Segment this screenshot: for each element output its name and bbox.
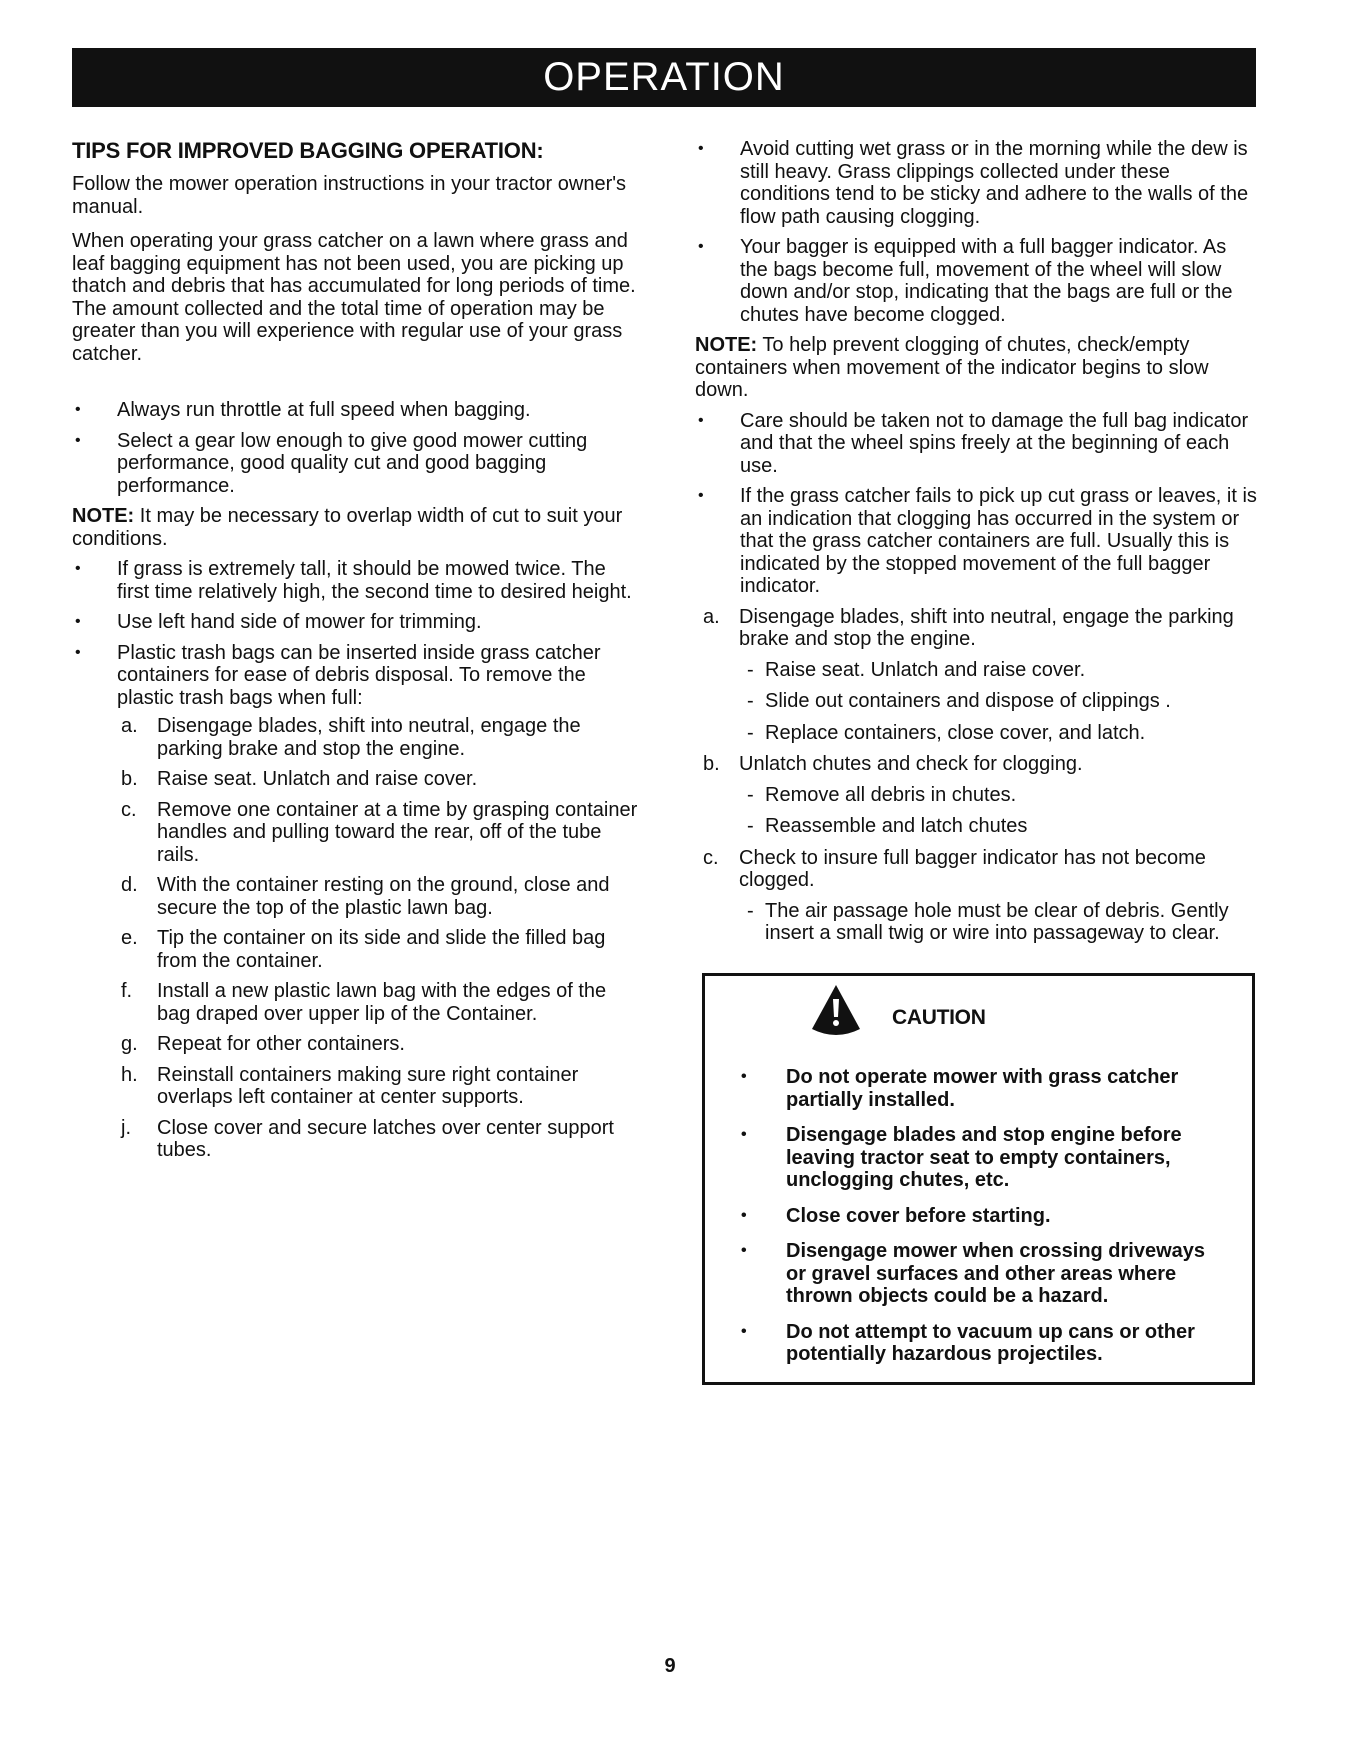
caution-item: • Disengage blades and stop engine before leaving tractor seat to empty containers, unclogging chutes, etc.	[733, 1124, 1213, 1192]
caution-item: • Do not attempt to vacuum up cans or other potentially hazardous projectiles.	[733, 1321, 1213, 1366]
step-text: Disengage blades, shift into neutral, engage the parking brake and stop the engine.	[157, 715, 581, 760]
step-text: Reinstall containers making sure right container overlaps left container at center supports.	[157, 1063, 579, 1108]
step-text: Install a new plastic lawn bag with the edges of the bag draped over upper lip of the Container.	[157, 980, 607, 1025]
intro-paragraph: When operating your grass catcher on a lawn where grass and leaf bagging equipment has not been used, you are picking up thatch and debris that has accumulated for long periods of time. The amount collected and the total time of operation may be greater than you will experience with regular use of your grass catcher.	[72, 230, 636, 365]
caution-item: • Do not operate mower with grass catcher partially installed.	[733, 1066, 1213, 1111]
bullet-item: • Avoid cutting wet grass or in the morning while the dew is still heavy. Grass clippings collected under these conditions tend to be sticky and adhere to the walls of the flow path causing clogging.	[695, 138, 1258, 228]
caution-title: CAUTION	[892, 1006, 986, 1029]
section-banner	[72, 48, 1256, 107]
step-text: Unlatch chutes and check for clogging.	[739, 753, 1083, 775]
step-letter: j.	[121, 1116, 131, 1139]
step-item	[117, 927, 638, 972]
step-letter: b.	[121, 768, 138, 790]
spacer	[72, 377, 638, 399]
step-item	[117, 1064, 638, 1109]
step-text: Check to insure full bagger indicator has not become clogged.	[739, 846, 1206, 891]
note-text: To help prevent clogging of chutes, check/empty containers when movement of the indicator begins to slow down.	[695, 334, 1209, 401]
step-text: Remove one container at a time by grasping container handles and pulling toward the rear, off of the tube rails.	[157, 798, 638, 866]
step-text: With the container resting on the ground, close and secure the top of the plastic lawn bag.	[157, 874, 610, 919]
step-item	[117, 980, 638, 1025]
caution-item: • Disengage mower when crossing driveways or gravel surfaces and other areas where thrown objects could be a hazard.	[733, 1240, 1213, 1308]
warning-icon	[810, 983, 862, 1038]
caution-box	[702, 973, 1255, 1385]
step-item	[699, 753, 1258, 838]
step-letter: c.	[121, 798, 137, 821]
step-letter: b.	[703, 753, 720, 775]
note-label: NOTE:	[72, 505, 135, 527]
step-letter: a.	[121, 715, 138, 737]
section-heading: TIPS FOR IMPROVED BAGGING OPERATION:	[72, 138, 544, 163]
bullet-item: • Select a gear low enough to give good mower cutting performance, good quality cut and good bagging performance.	[72, 430, 638, 498]
step-letter: c.	[703, 846, 719, 869]
bullet-item: • If grass is extremely tall, it should be mowed twice. The first time relatively high, the second time to desired height.	[72, 558, 638, 603]
step-item	[699, 847, 1258, 945]
step-letter: f.	[121, 980, 133, 1002]
step-letter: h.	[121, 1063, 138, 1086]
step-text: Close cover and secure latches over center support tubes.	[157, 1116, 614, 1161]
bullet-item	[695, 485, 1258, 598]
dash-item: - Remove all debris in chutes.	[739, 784, 1258, 807]
step-letter: g.	[121, 1033, 138, 1055]
bullet-item	[72, 642, 638, 1162]
step-item	[699, 606, 1258, 745]
step-text: Disengage blades, shift into neutral, engage the parking brake and stop the engine.	[739, 605, 1234, 650]
bullet-item: • Always run throttle at full speed when bagging.	[72, 399, 638, 422]
note	[695, 334, 1258, 402]
bullet-text: Plastic trash bags can be inserted inside grass catcher containers for ease of debris disposal. To remove the plastic trash bags when full:	[117, 641, 601, 709]
step-text: Raise seat. Unlatch and raise cover.	[157, 768, 478, 790]
step-letter: a.	[703, 605, 720, 628]
caution-item: • Close cover before starting.	[733, 1205, 1213, 1228]
left-column	[72, 138, 638, 1170]
caution-list	[733, 1066, 1213, 1379]
page-title: OPERATION	[543, 55, 785, 99]
dash-list	[739, 900, 1258, 945]
bullet-item: • Use left hand side of mower for trimming.	[72, 611, 638, 634]
step-item	[117, 768, 638, 791]
step-item	[117, 1033, 638, 1056]
step-letter: e.	[121, 927, 138, 949]
step-item	[117, 799, 638, 867]
step-text: Repeat for other containers.	[157, 1033, 405, 1055]
dash-item: - The air passage hole must be clear of debris. Gently insert a small twig or wire into passageway to clear.	[739, 900, 1258, 945]
dash-item: - Raise seat. Unlatch and raise cover.	[739, 659, 1258, 682]
note	[72, 505, 638, 550]
caution-header	[810, 983, 1110, 1043]
dash-item: - Replace containers, close cover, and latch.	[739, 722, 1258, 745]
dash-list	[739, 784, 1258, 838]
bullet-item: • Your bagger is equipped with a full bagger indicator. As the bags become full, movement of the wheel will slow down and/or stop, indicating that the bags are full or the chutes have become clogged.	[695, 236, 1258, 326]
step-list	[117, 715, 638, 1162]
note-label: NOTE:	[695, 334, 758, 356]
bullet-text: If the grass catcher fails to pick up cut grass or leaves, it is an indication that clogging has occurred in the system or that the grass catcher containers are full. Usually this is indicated by the stopped movement of the full bagger indicator.	[740, 485, 1257, 597]
step-list	[699, 606, 1258, 945]
page-number: 9	[664, 1655, 676, 1677]
right-column	[695, 138, 1258, 954]
step-text: Tip the container on its side and slide the filled bag from the container.	[157, 927, 606, 972]
note-text: It may be necessary to overlap width of cut to suit your conditions.	[72, 505, 623, 550]
dash-item: - Slide out containers and dispose of clippings .	[739, 690, 1258, 713]
step-item	[117, 1117, 638, 1162]
step-letter: d.	[121, 874, 138, 896]
intro-paragraph: Follow the mower operation instructions in your tractor owner's manual.	[72, 173, 627, 218]
dash-item: - Reassemble and latch chutes	[739, 815, 1258, 838]
step-item	[117, 874, 638, 919]
dash-list	[739, 659, 1258, 745]
bullet-item: • Care should be taken not to damage the full bag indicator and that the wheel spins freely at the beginning of each use.	[695, 410, 1258, 478]
step-item	[117, 715, 638, 760]
